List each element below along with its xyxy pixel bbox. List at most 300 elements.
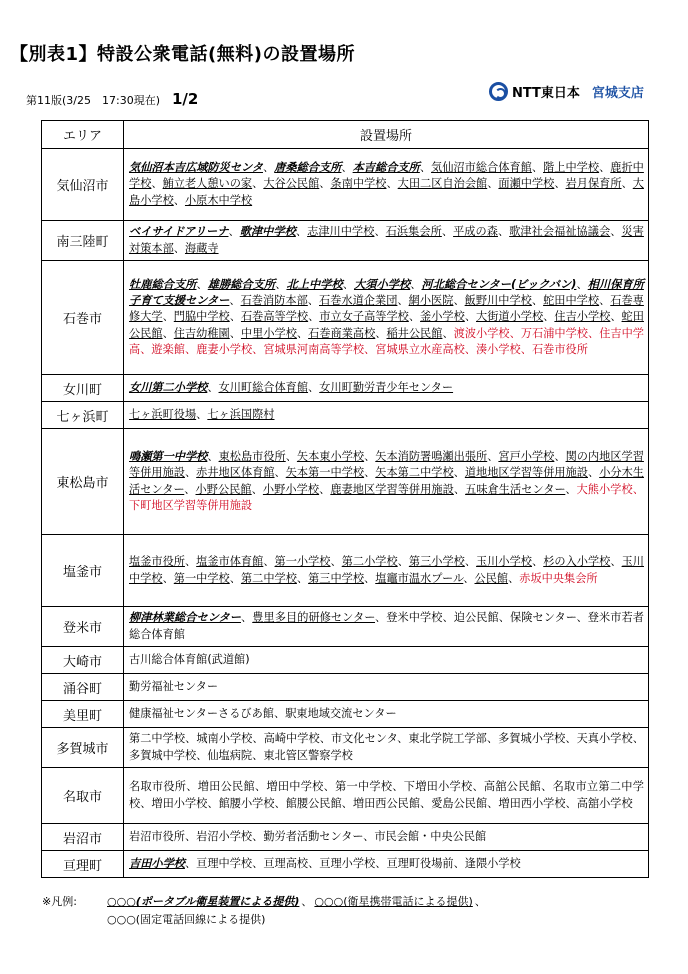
- place-item: 万石浦中学校: [520, 326, 588, 340]
- place-item: 杉の入小学校: [543, 555, 611, 569]
- place-separator: 、: [441, 225, 454, 239]
- place-item: 公民館: [474, 571, 509, 585]
- place-separator: 、: [464, 342, 476, 356]
- place-item: 下町地区学習等併用施設: [129, 498, 253, 512]
- place-item: 亘理高校: [263, 856, 309, 870]
- place-item: 女川町勤労青少年センター: [319, 380, 454, 394]
- place-separator: 、: [497, 225, 510, 239]
- place-separator: 、: [532, 555, 544, 569]
- place-separator: 、: [520, 342, 532, 356]
- header-places: 設置場所: [124, 121, 649, 149]
- place-separator: 、: [397, 294, 409, 308]
- place-item: 館腰公民館: [285, 796, 342, 810]
- place-separator: 、: [252, 829, 264, 843]
- place-separator: 、: [599, 161, 611, 175]
- place-item: 勤労福祉センター: [129, 679, 219, 693]
- place-separator: 、: [162, 326, 174, 340]
- place-separator: 、: [464, 310, 477, 324]
- version-line: [26, 90, 198, 110]
- place-separator: 、: [229, 294, 241, 308]
- table-row: [42, 851, 649, 878]
- place-item: 鹿妻小学校: [196, 342, 253, 356]
- place-item: 矢本第一中学校: [285, 466, 365, 480]
- place-item: 矢本東小学校: [296, 449, 365, 463]
- table-row: [42, 824, 649, 851]
- area-cell: 涌谷町: [42, 674, 124, 701]
- place-item: 下増田小学校: [403, 780, 473, 794]
- place-separator: 、: [508, 571, 520, 585]
- table-row: [42, 221, 649, 261]
- place-item: 関の内地区学習等併用施設: [129, 449, 644, 480]
- place-separator: 、: [453, 482, 466, 496]
- place-separator: 、: [319, 177, 331, 191]
- place-item: 保険センター: [509, 611, 577, 625]
- place-item: 東北管区警察学校: [263, 748, 353, 762]
- table-row: [42, 375, 649, 402]
- legend: [42, 893, 486, 929]
- place-item: 岩月保育所: [565, 177, 622, 191]
- place-separator: 、: [541, 780, 553, 794]
- places-cell: [124, 429, 649, 535]
- place-item: 五味倉生活センター: [465, 482, 566, 496]
- place-separator: 、: [599, 294, 611, 308]
- place-item: 天真小学校: [576, 732, 633, 746]
- place-item: 第三中学校: [308, 571, 365, 585]
- place-separator: 、: [151, 177, 163, 191]
- place-separator: 、: [341, 161, 353, 175]
- place-separator: 、: [296, 326, 309, 340]
- place-separator: 、: [229, 571, 241, 585]
- places-cell: [124, 647, 649, 674]
- place-separator: 、: [184, 482, 196, 496]
- places-cell: [124, 701, 649, 728]
- place-item: 歌津中学校: [239, 225, 296, 239]
- place-separator: 、: [184, 829, 197, 843]
- place-item: 大須小学校: [353, 277, 411, 291]
- place-item: 気仙沼市総合体育館: [431, 161, 532, 175]
- place-item: 仙塩病院: [207, 748, 253, 762]
- page-title: 【別表1】特設公衆電話(無料)の設置場所: [10, 44, 355, 65]
- place-separator: 、: [207, 796, 219, 810]
- place-separator: 、: [610, 555, 622, 569]
- place-separator: 、: [364, 342, 376, 356]
- places-cell: [124, 607, 649, 647]
- place-item: 蛇田公民館: [129, 310, 644, 340]
- place-separator: 、: [565, 796, 577, 810]
- place-item: 第一中学校: [335, 780, 393, 794]
- places-cell: [124, 535, 649, 607]
- place-separator: 、: [295, 225, 308, 239]
- legend-fix: ○○○(固定電話回線による提供): [107, 913, 266, 926]
- place-item: 飯野川中学校: [464, 294, 532, 308]
- place-item: 増田小学校: [151, 796, 208, 810]
- place-item: 住吉中学高: [129, 326, 644, 356]
- place-item: 駅東地域交流センター: [285, 706, 397, 720]
- place-item: 城南小学校: [196, 732, 253, 746]
- place-item: 条南中学校: [330, 177, 387, 191]
- place-separator: 、: [408, 310, 421, 324]
- place-item: 住吉小学校: [554, 310, 611, 324]
- place-item: 玉川小学校: [476, 555, 533, 569]
- place-separator: 、: [323, 780, 336, 794]
- place-item: 志津川中学校: [307, 225, 375, 239]
- place-separator: 、: [252, 732, 264, 746]
- place-separator: 、: [565, 732, 577, 746]
- place-item: 吉田小学校: [129, 856, 185, 870]
- place-separator: 、: [442, 611, 454, 625]
- place-separator: 、: [453, 856, 465, 870]
- place-separator: 、: [442, 326, 454, 340]
- place-separator: 、: [487, 796, 499, 810]
- place-separator: 、: [140, 796, 152, 810]
- place-separator: 、: [364, 571, 376, 585]
- place-item: 遊楽館: [151, 342, 185, 356]
- place-separator: 、: [252, 342, 264, 356]
- table-body: [42, 149, 649, 878]
- places-cell: [124, 261, 649, 375]
- place-item: 災害対策本部: [129, 225, 644, 255]
- place-item: 石浜集会所: [385, 225, 442, 239]
- table-row: [42, 607, 649, 647]
- place-item: 豊里多目的研修センター: [252, 611, 376, 625]
- place-separator: 、: [207, 380, 219, 394]
- place-separator: 、: [252, 748, 264, 762]
- place-separator: 、: [185, 732, 197, 746]
- place-item: 宮城県河南高等学校: [263, 342, 365, 356]
- place-separator: 、: [375, 326, 387, 340]
- place-item: 歌津社会福祉協議会: [509, 225, 611, 239]
- area-cell: 登米市: [42, 607, 124, 647]
- area-cell: 東松島市: [42, 429, 124, 535]
- table-row: [42, 402, 649, 429]
- place-separator: 、: [274, 706, 286, 720]
- place-separator: 、: [531, 161, 544, 175]
- place-separator: 、: [392, 780, 404, 794]
- place-item: 面瀬中学校: [498, 177, 555, 191]
- place-item: 館腰小学校: [218, 796, 275, 810]
- place-separator: 、: [487, 449, 499, 463]
- place-item: 石巻消防本部: [240, 294, 308, 308]
- place-item: 鮪立老人憩いの家: [162, 177, 253, 191]
- place-separator: 、: [543, 310, 555, 324]
- place-separator: 、: [308, 856, 320, 870]
- place-separator: 、: [453, 294, 465, 308]
- place-item: 中里小学校: [240, 326, 297, 340]
- place-item: 東松島市役所: [218, 449, 286, 463]
- area-cell: 美里町: [42, 701, 124, 728]
- place-separator: 、: [554, 177, 566, 191]
- place-item: 塩釜市体育館: [196, 555, 264, 569]
- place-separator: 、: [308, 380, 320, 394]
- place-item: 塩竈市温水プール: [375, 571, 464, 585]
- place-separator: 、: [162, 310, 174, 324]
- place-separator: 、: [251, 482, 263, 496]
- place-separator: 、: [397, 732, 409, 746]
- place-item: 第二中学校: [240, 571, 297, 585]
- place-item: 矢本消防署鳴瀬出張所: [375, 449, 488, 463]
- area-cell: 多賀城市: [42, 728, 124, 768]
- place-separator: 、: [319, 482, 331, 496]
- places-cell: [124, 149, 649, 221]
- place-separator: 、: [487, 177, 499, 191]
- place-separator: 、: [184, 466, 197, 480]
- place-item: 古川総合体育館(武道館): [129, 652, 250, 666]
- place-item: 大谷公民館: [263, 177, 320, 191]
- place-item: 多賀城小学校: [498, 732, 566, 746]
- place-item: 第一小学校: [274, 555, 331, 569]
- places-cell: [124, 402, 649, 429]
- place-separator: 、: [610, 310, 622, 324]
- place-item: 河北総合センター(ビックバン): [421, 277, 577, 291]
- place-item: 岩沼市役所: [129, 829, 185, 843]
- place-separator: 、: [173, 241, 185, 255]
- place-item: 石巻水道企業団: [319, 294, 398, 308]
- place-separator: 、: [275, 277, 287, 291]
- place-item: 高崎中学校: [263, 732, 320, 746]
- place-item: 相川保育所子育て支援センター: [129, 277, 644, 308]
- place-item: 小分木生活センター: [129, 466, 644, 496]
- place-separator: 、: [576, 277, 588, 291]
- place-separator: 、: [587, 466, 600, 480]
- place-item: 赤坂中央集会所: [519, 571, 598, 585]
- table-row: [42, 701, 649, 728]
- table-row: [42, 261, 649, 375]
- place-separator: 、: [531, 294, 544, 308]
- place-separator: 、: [319, 732, 331, 746]
- place-item: 柳津林業総合センター: [129, 611, 241, 625]
- place-item: 北上中学校: [286, 277, 343, 291]
- area-cell: 大崎市: [42, 647, 124, 674]
- place-item: 渡波小学校: [453, 326, 510, 340]
- place-separator: 、: [419, 161, 432, 175]
- place-separator: 、: [229, 326, 241, 340]
- place-separator: 、: [463, 571, 475, 585]
- place-item: 高舘公民館: [483, 780, 542, 794]
- area-cell: 岩沼市: [42, 824, 124, 851]
- location-table: [41, 120, 649, 878]
- place-separator: 、: [184, 555, 197, 569]
- place-separator: 、: [240, 611, 253, 625]
- area-cell: 塩釜市: [42, 535, 124, 607]
- place-item: 海蔵寺: [184, 241, 219, 255]
- place-item: 逢隈小学校: [464, 856, 521, 870]
- place-separator: 、: [274, 466, 286, 480]
- place-separator: 、: [274, 796, 286, 810]
- place-item: 迫公民館: [453, 611, 499, 625]
- brand-name: NTT東日本: [512, 85, 580, 101]
- place-item: 登米市若者総合体育館: [129, 611, 644, 641]
- place-item: 七ヶ浜町役場: [129, 407, 197, 421]
- place-item: 登米中学校: [386, 611, 443, 625]
- place-separator: 、: [554, 449, 566, 463]
- ntt-logo: [489, 78, 644, 104]
- place-separator: 、: [207, 449, 219, 463]
- place-item: 七ヶ浜国際村: [207, 407, 275, 421]
- place-separator: 、: [410, 277, 422, 291]
- legend-separator: 、: [474, 895, 486, 908]
- place-item: 亘理中学校: [196, 856, 253, 870]
- edition-text: 第11版(3/25 17:30現在): [26, 94, 160, 107]
- legend-line-2: [42, 911, 486, 929]
- place-item: 女川町総合体育館: [218, 380, 309, 394]
- place-item: 名取市立第二中学校: [129, 780, 644, 810]
- places-cell: [124, 221, 649, 261]
- place-item: 宮戸小学校: [498, 449, 555, 463]
- place-separator: 、: [308, 310, 320, 324]
- place-separator: 、: [420, 796, 432, 810]
- place-item: 増田公民館: [197, 780, 255, 794]
- place-item: 大島小学校: [129, 177, 644, 207]
- area-cell: 名取市: [42, 768, 124, 824]
- place-separator: 、: [342, 277, 354, 291]
- place-separator: 、: [296, 571, 309, 585]
- ntt-logo-icon: [489, 82, 508, 101]
- place-item: 大田二区自治会館: [397, 177, 488, 191]
- place-separator: 、: [252, 177, 264, 191]
- place-separator: 、: [486, 732, 499, 746]
- place-item: 愛島公民館: [431, 796, 488, 810]
- area-cell: 気仙沼市: [42, 149, 124, 221]
- place-item: 鳴瀬第一中学校: [129, 449, 208, 463]
- legend-separator: 、: [301, 895, 313, 908]
- legend-sat: ○○○(ポータブル衛星装置による提供): [107, 895, 300, 908]
- page-number: 1/2: [171, 90, 199, 108]
- place-item: 市民会館・中央公民館: [374, 829, 487, 843]
- place-item: 小原木中学校: [184, 193, 253, 207]
- branch-name: 宮城支店: [591, 85, 644, 101]
- place-separator: 、: [262, 161, 275, 175]
- table-row: [42, 768, 649, 824]
- place-item: 東北学院工学部: [408, 732, 487, 746]
- place-separator: 、: [587, 326, 600, 340]
- place-item: 湊小学校: [475, 342, 521, 356]
- place-separator: 、: [196, 748, 208, 762]
- place-separator: 、: [375, 856, 387, 870]
- area-cell: 七ヶ浜町: [42, 402, 124, 429]
- place-item: 小野公民館: [195, 482, 252, 496]
- area-cell: 亘理町: [42, 851, 124, 878]
- place-separator: 、: [330, 555, 342, 569]
- place-separator: 、: [184, 342, 197, 356]
- place-item: 門脇中学校: [173, 310, 230, 324]
- place-item: 市文化センタ: [330, 732, 398, 746]
- place-separator: 、: [397, 555, 409, 569]
- place-separator: 、: [186, 780, 198, 794]
- table-row: [42, 429, 649, 535]
- place-item: 第二中学校: [129, 732, 186, 746]
- place-separator: 、: [140, 342, 152, 356]
- table-row: [42, 674, 649, 701]
- places-cell: [124, 768, 649, 824]
- place-item: 大熊小学校: [576, 482, 633, 496]
- places-cell: [124, 851, 649, 878]
- place-item: 本吉総合支所: [352, 161, 420, 175]
- place-item: 住吉幼稚園: [173, 326, 230, 340]
- place-item: 石巻高等学校: [240, 310, 309, 324]
- place-item: 増田西小学校: [498, 796, 566, 810]
- places-cell: [124, 674, 649, 701]
- place-separator: 、: [509, 326, 521, 340]
- place-item: 釜小学校: [420, 310, 465, 324]
- place-separator: 、: [632, 732, 644, 746]
- place-item: 石巻専修大学: [129, 294, 644, 324]
- table-row: [42, 647, 649, 674]
- place-separator: 、: [363, 829, 375, 843]
- place-separator: 、: [576, 611, 588, 625]
- place-item: 小野小学校: [262, 482, 320, 496]
- place-item: 鹿妻地区学習等併用施設: [330, 482, 454, 496]
- place-item: 第二小学校: [341, 555, 398, 569]
- place-item: 石巻商業高校: [308, 326, 376, 340]
- table-header-row: [42, 121, 649, 149]
- place-item: 階上中学校: [543, 161, 600, 175]
- place-item: 宮城県立水産高校: [375, 342, 465, 356]
- place-item: 増田西公民館: [352, 796, 421, 810]
- place-separator: 、: [472, 780, 484, 794]
- place-item: 矢本第二中学校: [375, 466, 454, 480]
- place-item: 鹿折中学校: [129, 161, 644, 191]
- place-separator: 、: [498, 611, 510, 625]
- legend-label: ※凡例:: [42, 895, 77, 908]
- place-item: 網小医院: [408, 294, 454, 308]
- place-separator: 、: [307, 294, 319, 308]
- place-item: 蛇田中学校: [543, 294, 600, 308]
- place-separator: 、: [228, 225, 240, 239]
- place-separator: 、: [621, 177, 633, 191]
- places-cell: [124, 728, 649, 768]
- place-separator: 、: [252, 856, 264, 870]
- place-item: 唐桑総合支所: [274, 161, 342, 175]
- place-item: 健康福祉センターさるびあ館: [129, 706, 274, 720]
- place-item: 第一中学校: [173, 571, 230, 585]
- place-separator: 、: [196, 277, 208, 291]
- place-separator: 、: [632, 482, 644, 496]
- place-separator: 、: [263, 555, 275, 569]
- place-item: 高舘小学校: [576, 796, 633, 810]
- place-item: 亘理町役場前: [386, 856, 454, 870]
- place-item: 大街道小学校: [476, 310, 544, 324]
- place-item: 女川第二小学校: [129, 380, 208, 394]
- place-item: 亘理小学校: [319, 856, 376, 870]
- place-item: 岩沼小学校: [196, 829, 253, 843]
- place-separator: 、: [374, 225, 386, 239]
- header-area: エリア: [42, 121, 124, 149]
- place-separator: 、: [386, 177, 398, 191]
- place-item: 勤労者活動センター: [263, 829, 364, 843]
- place-item: 雄勝総合支所: [207, 277, 276, 291]
- place-separator: 、: [254, 780, 267, 794]
- place-item: 石巻市役所: [531, 342, 588, 356]
- place-item: 名取市役所: [129, 780, 187, 794]
- places-cell: [124, 375, 649, 402]
- place-item: 塩釜市役所: [129, 555, 185, 569]
- place-item: 牡鹿総合支所: [129, 277, 197, 291]
- place-separator: 、: [464, 555, 477, 569]
- area-cell: 南三陸町: [42, 221, 124, 261]
- place-item: 気仙沼本吉広域防災センタ: [129, 161, 263, 175]
- place-separator: 、: [229, 310, 241, 324]
- place-separator: 、: [184, 856, 197, 870]
- place-item: 玉川中学校: [129, 555, 644, 585]
- place-separator: 、: [364, 466, 376, 480]
- place-separator: 、: [173, 193, 185, 207]
- place-separator: 、: [364, 449, 376, 463]
- legend-mob: ○○○(衛星携帯電話による提供): [314, 895, 473, 908]
- place-item: 第三小学校: [408, 555, 465, 569]
- place-item: 平成の森: [453, 225, 498, 239]
- place-separator: 、: [162, 571, 174, 585]
- area-cell: 女川町: [42, 375, 124, 402]
